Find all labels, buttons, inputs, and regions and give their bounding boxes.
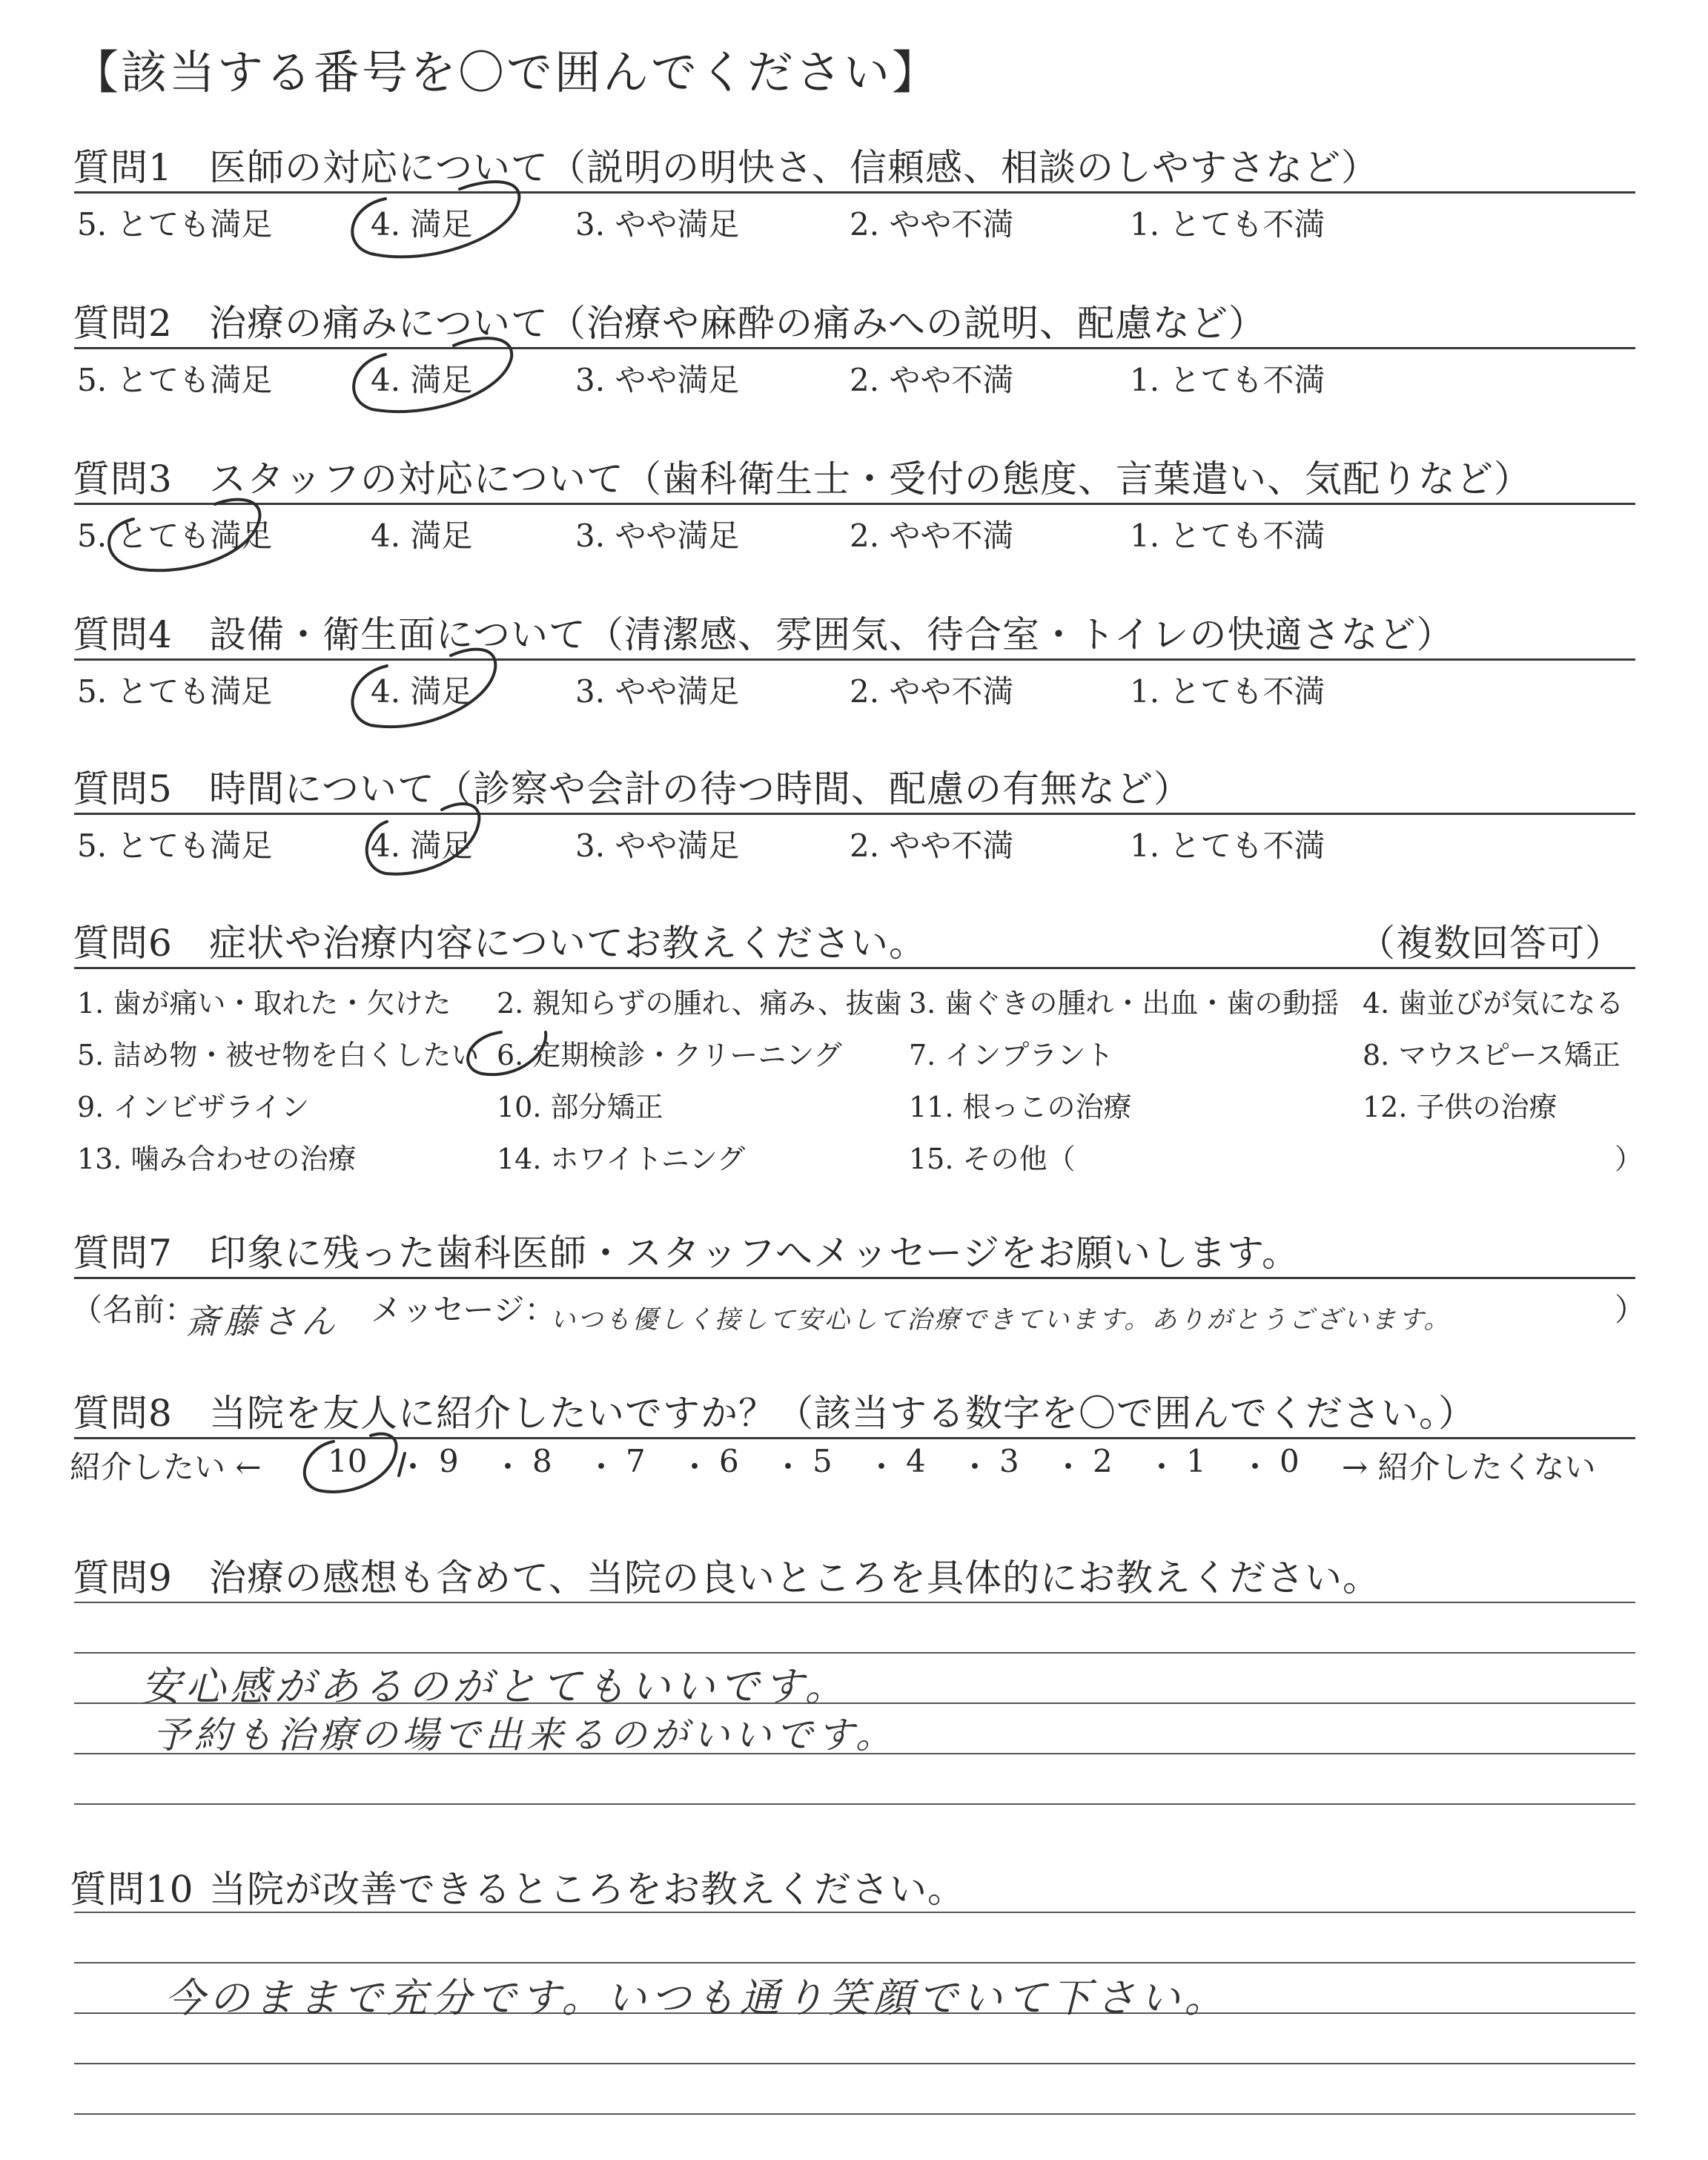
q9-answer-line-2[interactable]: 予約も治療の場で出来るのがいいです。 [153,1714,897,1757]
q8-score-4[interactable]: 4 [906,1443,926,1479]
q2-option-4[interactable]: 4. 満足 [371,362,473,398]
question-10-text: 当院が改善できるところをお教えください。 [209,1868,965,1911]
question-5-text: 時間について（診察や会計の待つ時間、配慮の有無など） [209,767,1191,810]
q8-score-6[interactable]: 6 [719,1443,739,1479]
q6-option-8[interactable]: 8. マウスピース矯正 [1363,1039,1621,1071]
q8-score-8[interactable]: 8 [532,1443,552,1479]
q5-option-1[interactable]: 1. とても不満 [1130,828,1325,864]
q5-option-2[interactable]: 2. やや不満 [850,828,1014,864]
q3-option-3[interactable]: 3. やや満足 [575,518,740,554]
divider [74,1437,1635,1439]
q1-option-5[interactable]: 5. とても満足 [77,206,273,242]
divider [74,967,1635,969]
answer-line [74,2063,1635,2064]
q8-score-5[interactable]: 5 [812,1443,833,1479]
divider [74,1277,1635,1279]
q4-option-2[interactable]: 2. やや不満 [850,673,1014,710]
answer-line [74,1652,1635,1654]
q8-dot: ・ [492,1449,524,1485]
q6-option-9[interactable]: 9. インビザライン [77,1091,310,1123]
q7-close-paren: ） [1615,1292,1646,1328]
answer-line [74,1912,1635,1913]
q8-score-1[interactable]: 1 [1186,1443,1206,1479]
q8-dot: ・ [586,1449,618,1485]
q8-dot: ・ [772,1449,804,1485]
q9-answer-line-1[interactable]: 安心感があるのがとてもいいです。 [141,1663,850,1710]
q1-option-1[interactable]: 1. とても不満 [1130,206,1325,242]
question-1-text: 医師の対応について（説明の明快さ、信頼感、相談のしやすさなど） [209,146,1379,189]
q8-score-7[interactable]: 7 [626,1443,646,1479]
question-7-text: 印象に残った歯科医師・スタッフへメッセージをお願いします。 [209,1232,1300,1275]
q8-dot: ・ [1053,1449,1085,1485]
q3-option-4[interactable]: 4. 満足 [371,518,473,554]
page-title: 【該当する番号を〇で囲んでください】 [73,45,941,99]
q3-option-5[interactable]: 5. とても満足 [77,518,273,554]
divider [74,658,1635,661]
q8-score-3[interactable]: 3 [999,1443,1019,1479]
question-6-text: 症状や治療内容についてお教えください。 [209,922,927,965]
q8-score-0[interactable]: 0 [1280,1443,1300,1479]
q2-option-2[interactable]: 2. やや不満 [850,362,1014,398]
q4-option-5[interactable]: 5. とても満足 [77,673,273,710]
divider [74,503,1635,505]
question-8-text: 当院を友人に紹介したいですか？（該当する数字を〇で囲んでください。） [209,1392,1476,1435]
q8-dot: ・ [1239,1449,1271,1485]
answer-line [74,1962,1635,1964]
q8-score-2[interactable]: 2 [1093,1443,1113,1479]
q6-option-7[interactable]: 7. インプラント [909,1039,1114,1071]
q6-option-2[interactable]: 2. 親知らずの腫れ、痛み、抜歯 [497,987,902,1020]
q6-option-3[interactable]: 3. 歯ぐきの腫れ・出血・歯の動揺 [909,987,1340,1020]
question-9-label: 質問9 [73,1556,173,1599]
q1-option-3[interactable]: 3. やや満足 [575,206,740,242]
divider [74,191,1635,194]
q1-option-2[interactable]: 2. やや不満 [850,206,1014,242]
question-2-label: 質問2 [73,302,173,345]
q8-score-9[interactable]: 9 [439,1443,459,1479]
q8-dot: ・ [679,1449,711,1485]
q6-option-1[interactable]: 1. 歯が痛い・取れた・欠けた [77,987,451,1020]
q3-option-2[interactable]: 2. やや不満 [850,518,1014,554]
q6-option-15[interactable]: 15. その他（ [909,1143,1076,1175]
q6-option-5[interactable]: 5. 詰め物・被せ物を白くしたい [77,1039,480,1071]
answer-line [74,1803,1635,1805]
q2-option-5[interactable]: 5. とても満足 [77,362,273,398]
q6-option-12[interactable]: 12. 子供の治療 [1363,1091,1558,1123]
question-1-label: 質問1 [73,146,173,189]
answer-line [74,1602,1635,1603]
question-8-label: 質問8 [73,1392,173,1435]
q10-answer-line-1[interactable]: 今のままで充分です。いつも通り笑顔でいて下さい。 [165,1975,1229,2021]
question-4-label: 質問4 [73,613,173,656]
answer-line [74,2113,1635,2115]
q6-option-4[interactable]: 4. 歯並びが気になる [1363,987,1624,1020]
q5-option-5[interactable]: 5. とても満足 [77,828,273,864]
q6-option-6[interactable]: 6. 定期検診・クリーニング [497,1039,842,1071]
q8-right-label: → 紹介したくない [1342,1449,1596,1485]
question-4-text: 設備・衛生面について（清潔感、雰囲気、待合室・トイレの快適さなど） [209,613,1454,656]
question-5-label: 質問5 [73,767,173,810]
q2-option-3[interactable]: 3. やや満足 [575,362,740,398]
question-9-text: 治療の感想も含めて、当院の良いところを具体的にお教えください。 [209,1556,1380,1599]
q3-option-1[interactable]: 1. とても不満 [1130,518,1325,554]
question-6-note: （複数回答可） [1358,922,1623,965]
question-3-text: スタッフの対応について（歯科衛生士・受付の態度、言葉遣い、気配りなど） [209,458,1532,501]
q2-option-1[interactable]: 1. とても不満 [1130,362,1325,398]
q8-left-label: 紹介したい ← [70,1449,262,1485]
q6-other-close-paren: ） [1615,1143,1644,1175]
q8-dot: ・ [959,1449,991,1485]
divider [74,813,1635,815]
q7-message-label: メッセージ： [371,1292,556,1328]
q8-score-10[interactable]: 10 [328,1443,368,1479]
q7-name-handwritten[interactable]: 斎藤さん [185,1301,340,1341]
q7-message-handwritten[interactable]: いつも優しく接して安心して治療できています。ありがとうございます。 [550,1305,1452,1335]
question-7-label: 質問7 [73,1232,173,1275]
q7-name-label: （名前： [71,1292,196,1328]
divider [74,347,1635,349]
q8-dot: ・ [397,1449,429,1485]
question-2-text: 治療の痛みについて（治療や麻酔の痛みへの説明、配慮など） [209,302,1266,345]
q4-option-1[interactable]: 1. とても不満 [1130,673,1325,710]
q4-option-3[interactable]: 3. やや満足 [575,673,740,710]
q6-option-11[interactable]: 11. 根っこの治療 [909,1091,1132,1123]
question-10-label: 質問10 [70,1868,194,1911]
q4-option-4[interactable]: 4. 満足 [371,673,473,710]
q6-option-13[interactable]: 13. 噛み合わせの治療 [77,1143,357,1175]
q5-option-4[interactable]: 4. 満足 [371,828,473,864]
question-6-label: 質問6 [73,922,173,965]
q5-option-3[interactable]: 3. やや満足 [575,828,740,864]
q1-option-4[interactable]: 4. 満足 [371,206,473,242]
q6-option-10[interactable]: 10. 部分矯正 [497,1091,663,1123]
question-3-label: 質問3 [73,458,173,501]
q8-dot: ・ [1146,1449,1178,1485]
q6-option-14[interactable]: 14. ホワイトニング [497,1143,746,1175]
q8-dot: ・ [866,1449,898,1485]
